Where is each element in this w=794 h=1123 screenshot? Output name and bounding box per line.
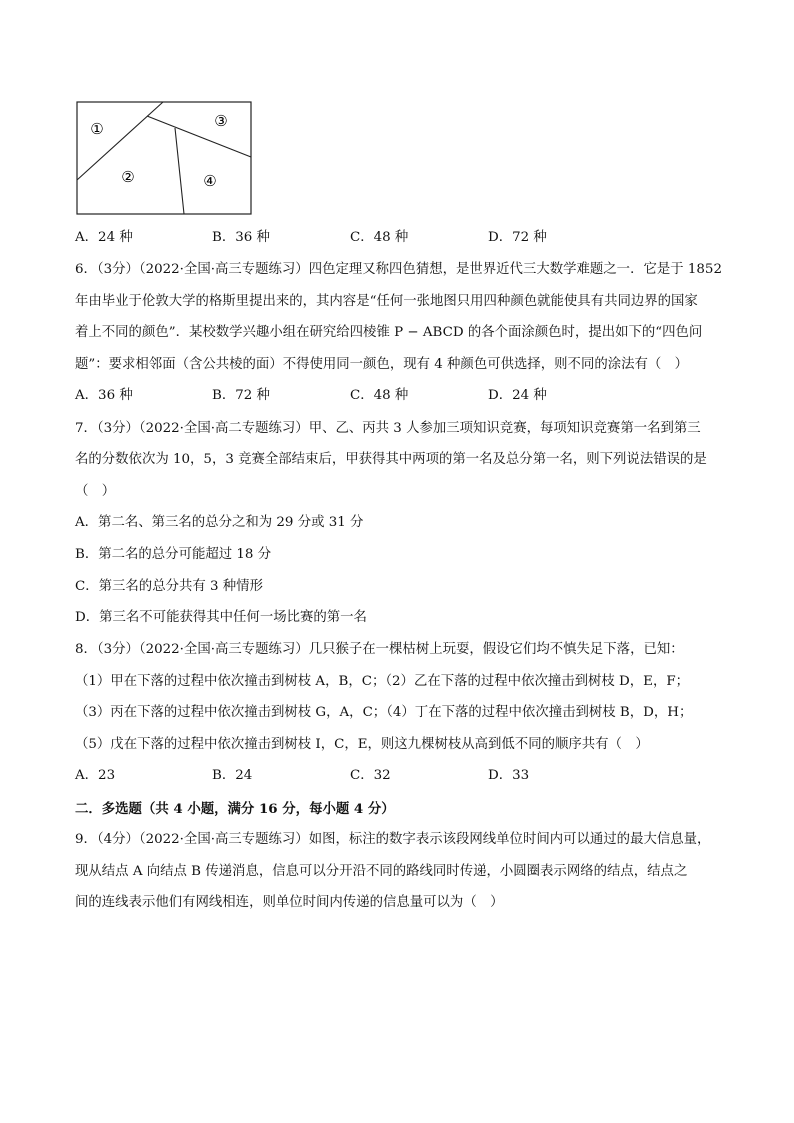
- q5-option-a: A．24 种: [75, 230, 133, 245]
- q8-text-line-1: 8．（3分）（2022·全国·高三专题练习）几只猴子在一棵枯树上玩耍，假设它们均不慎失足下落，已知：: [75, 642, 684, 657]
- section-2-heading: 二．多选题（共 4 小题，满分 16 分，每小题 4 分）: [75, 801, 395, 817]
- q8-text-line-2: （1）甲在下落的过程中依次撞击到树枝 A，B，C；（2）乙在下落的过程中依次撞击到树枝 D，E，F；: [75, 674, 690, 689]
- q7-option-a: A．第二名、第三名的总分之和为 29 分或 31 分: [75, 515, 364, 530]
- q8-text-line-3: （3）丙在下落的过程中依次撞击到树枝 G，A，C；（4）丁在下落的过程中依次撞击到树枝 B，D，H；: [75, 705, 693, 720]
- q6-option-a: A．36 种: [75, 388, 133, 403]
- map-boundary-line-1: [77, 102, 163, 180]
- region-label-1: ①: [90, 120, 104, 138]
- q9-text-line-3: 间的连线表示他们有网线相连，则单位时间内传递的信息量可以为（ ）: [75, 895, 504, 910]
- q9-text-line-1: 9．（4分）（2022·全国·高三专题练习）如图，标注的数字表示该段网线单位时间内可以通过的最大信息量，: [75, 832, 711, 847]
- q6-option-b: B．72 种: [212, 388, 270, 403]
- q7-option-d: D．第三名不可能获得其中任何一场比赛的第一名: [75, 610, 367, 625]
- map-boundary-line-2: [147, 116, 251, 157]
- q8-option-b: B．24: [212, 768, 253, 783]
- region-label-3: ③: [214, 112, 228, 130]
- q8-text-line-4: （5）戊在下落的过程中依次撞击到树枝 I，C，E，则这九棵树枝从高到低不同的顺序共有（ ）: [75, 737, 649, 752]
- q7-option-b: B．第二名的总分可能超过 18 分: [75, 547, 272, 562]
- q9-text-line-2: 现从结点 A 向结点 B 传递消息，信息可以分开沿不同的路线同时传递，小圆圈表示网络的结点，结点之: [75, 864, 688, 879]
- q7-text-line-3: （ ）: [75, 484, 116, 499]
- q7-text-line-2: 名的分数依次为 10，5，3 竞赛全部结束后，甲获得其中两项的第一名及总分第一名，则下列说法错误的是: [75, 452, 707, 467]
- q6-text-line-2: 年由毕业于伦敦大学的格斯里提出来的，其内容是“任何一张地图只用四种颜色就能使具有共同边界的国家: [75, 294, 698, 309]
- q6-option-c: C．48 种: [350, 388, 409, 403]
- q5-option-d: D．72 种: [488, 230, 547, 245]
- four-region-map-figure: [76, 101, 252, 215]
- map-boundary-line-3: [175, 128, 184, 214]
- q6-text-line-4: 题”：要求相邻面（含公共棱的面）不得使用同一颜色，现有 4 种颜色可供选择，则不同的涂法有（ ）: [75, 357, 689, 372]
- region-label-2: ②: [121, 168, 135, 186]
- q8-option-a: A．23: [75, 768, 116, 783]
- q6-option-d: D．24 种: [488, 388, 547, 403]
- q5-option-b: B．36 种: [212, 230, 270, 245]
- q8-option-d: D．33: [488, 768, 530, 783]
- q6-text-line-3: 着上不同的颜色”．某校数学兴趣小组在研究给四棱锥 P − ABCD 的各个面涂颜色时，提出如下的“四色问: [75, 325, 703, 340]
- region-label-4: ④: [203, 172, 217, 190]
- q7-option-c: C．第三名的总分共有 3 种情形: [75, 579, 263, 594]
- q5-option-c: C．48 种: [350, 230, 409, 245]
- q8-option-c: C．32: [350, 768, 391, 783]
- q6-text-line-1: 6．（3分）（2022·全国·高三专题练习）四色定理又称四色猜想，是世界近代三大数学难题之一．它是于 1852: [75, 262, 722, 277]
- q7-text-line-1: 7．（3分）（2022·全国·高二专题练习）甲、乙、丙共 3 人参加三项知识竞赛，每项知识竞赛第一名到第三: [75, 421, 701, 436]
